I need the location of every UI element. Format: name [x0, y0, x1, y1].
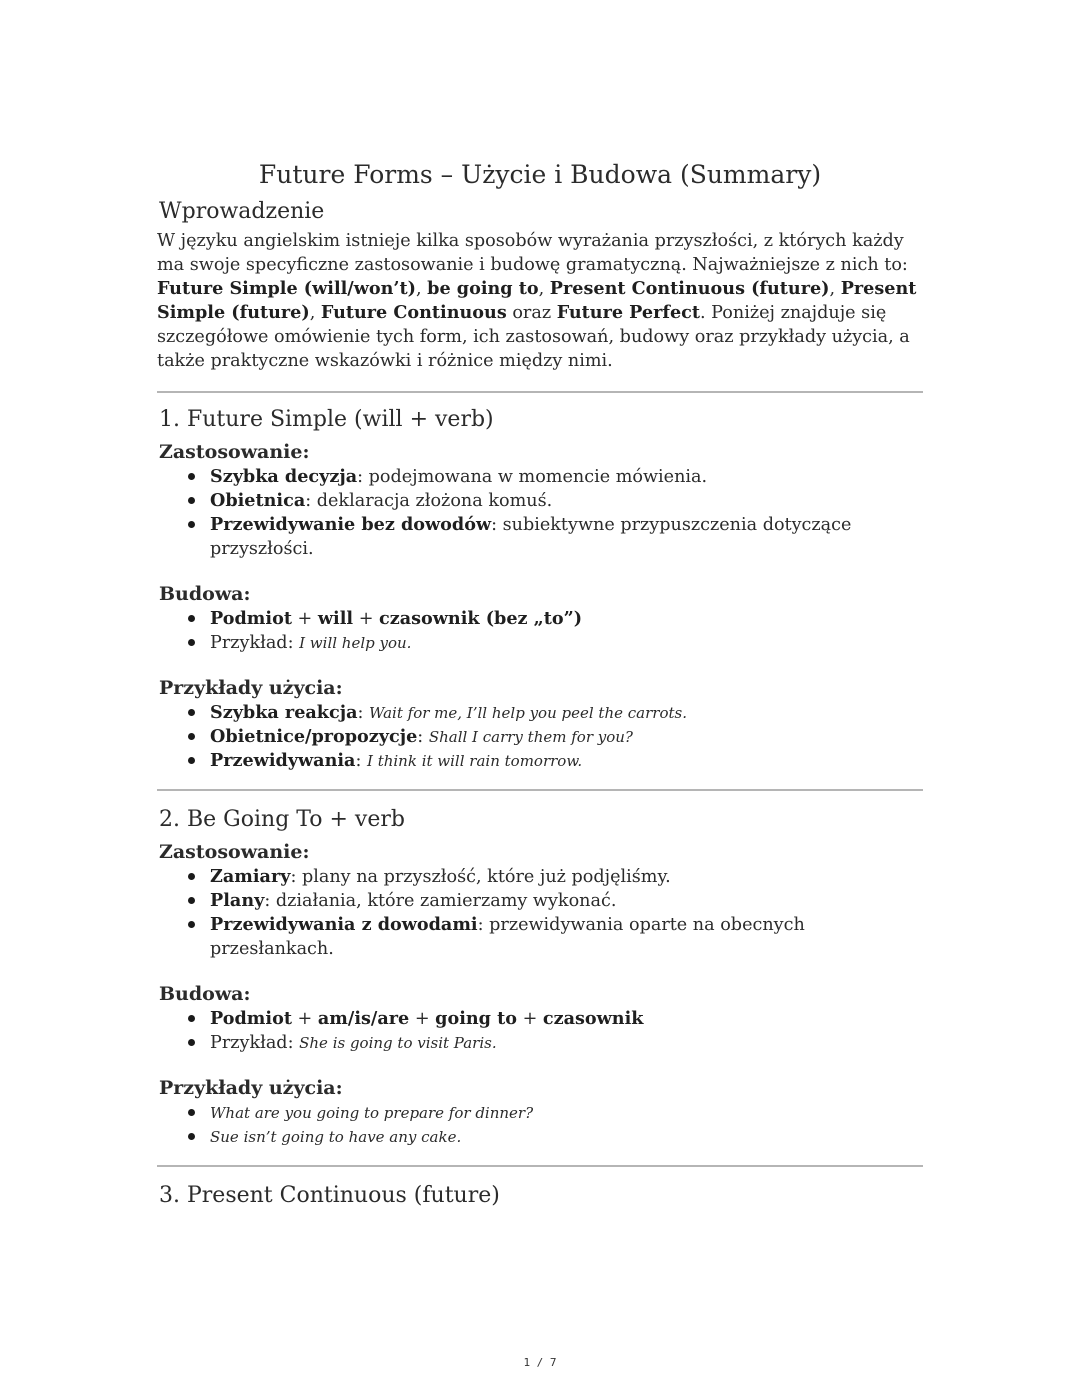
- example-sentence: Wait for me, I’ll help you peel the carrots.: [369, 704, 687, 722]
- formula-plus: +: [291, 609, 318, 629]
- example-label: Przykład:: [210, 633, 300, 653]
- list-item: [157, 1007, 923, 1031]
- list-item: [157, 701, 923, 725]
- examples-list: [157, 701, 923, 773]
- item-term: Przewidywania: [210, 750, 356, 771]
- document-title: Future Forms – Użycie i Budowa (Summary): [258, 160, 822, 189]
- section-heading-present-continuous: 3. Present Continuous (future): [159, 1183, 500, 1208]
- item-desc: : subiektywne przypuszczenia dotyczące przyszłości.: [210, 515, 852, 559]
- bullet-icon: [188, 1015, 195, 1022]
- formula-part: going to: [435, 1008, 517, 1029]
- intro-sep: ,: [538, 279, 550, 299]
- intro-paragraph: [157, 229, 923, 373]
- bullet-icon: [188, 615, 195, 622]
- section-divider: [157, 789, 923, 791]
- formula-part: czasownik: [542, 1008, 644, 1029]
- item-term: Plany: [210, 890, 265, 911]
- item-term: Przewidywanie bez dowodów: [210, 514, 492, 535]
- examples-list: [157, 1101, 923, 1149]
- item-desc: : podejmowana w momencie mówienia.: [357, 467, 708, 487]
- item-sep: :: [355, 751, 367, 771]
- formula-part: czasownik (bez „to”): [379, 608, 583, 629]
- item-sep: :: [357, 703, 369, 723]
- bullet-icon: [188, 1133, 195, 1140]
- section-heading-be-going-to: 2. Be Going To + verb: [159, 807, 405, 832]
- bullet-icon: [188, 1039, 195, 1046]
- example-sentence: She is going to visit Paris.: [299, 1034, 497, 1052]
- usage-heading: Zastosowanie:: [159, 441, 310, 463]
- list-item: [157, 1101, 923, 1125]
- section-heading-future-simple: 1. Future Simple (will + verb): [159, 407, 494, 432]
- section-divider: [157, 391, 923, 393]
- item-term: Szybka reakcja: [210, 702, 358, 723]
- item-desc: : działania, które zamierzamy wykonać.: [264, 891, 617, 911]
- example-sentence: Sue isn’t going to have any cake.: [210, 1128, 462, 1146]
- examples-heading: Przykłady użycia:: [159, 1077, 343, 1099]
- formula-part: Podmiot: [210, 608, 292, 629]
- usage-list: [157, 465, 923, 561]
- formula-part: will: [317, 608, 354, 629]
- item-term: Obietnica: [210, 490, 306, 511]
- intro-heading: Wprowadzenie: [159, 199, 325, 224]
- list-item: [157, 465, 923, 489]
- bullet-icon: [188, 733, 195, 740]
- bullet-icon: [188, 709, 195, 716]
- intro-sep: ,: [309, 303, 321, 323]
- intro-sep: oraz: [506, 303, 557, 323]
- structure-heading: Budowa:: [159, 583, 251, 605]
- formula-plus: +: [353, 609, 380, 629]
- list-item: [157, 631, 923, 655]
- bullet-icon: [188, 873, 195, 880]
- item-desc: : plany na przyszłość, które już podjęliśmy.: [290, 867, 671, 887]
- formula-plus: +: [291, 1009, 318, 1029]
- list-item: [157, 489, 923, 513]
- bullet-icon: [188, 639, 195, 646]
- list-item: [157, 1125, 923, 1149]
- formula-part: am/is/are: [317, 1008, 410, 1029]
- structure-heading: Budowa:: [159, 983, 251, 1005]
- page-number: 1 / 7: [523, 1356, 557, 1369]
- item-term: Przewidywania z dowodami: [210, 914, 478, 935]
- list-item: [157, 889, 923, 913]
- bullet-icon: [188, 1109, 195, 1116]
- list-item: [157, 725, 923, 749]
- structure-list: [157, 1007, 923, 1055]
- section-divider: [157, 1165, 923, 1167]
- intro-form: be going to: [427, 278, 539, 299]
- intro-form: Future Simple (will/won’t): [157, 278, 416, 299]
- formula-part: Podmiot: [210, 1008, 292, 1029]
- intro-sep: ,: [415, 279, 428, 299]
- intro-form: Present Continuous (future): [549, 278, 830, 299]
- list-item: [157, 749, 923, 773]
- item-sep: :: [417, 727, 429, 747]
- bullet-icon: [188, 897, 195, 904]
- formula-plus: +: [409, 1009, 436, 1029]
- intro-form: Present Simple (future): [157, 278, 917, 323]
- list-item: [157, 513, 923, 561]
- list-item: [157, 913, 923, 961]
- list-item: [157, 1031, 923, 1055]
- intro-text: . Poniżej znajduje się szczegółowe omówienie tych form, ich zastosowań, budowy oraz przykłady użycia, a także praktyczne wskazówki i różnice między nimi.: [157, 303, 910, 371]
- example-sentence: Shall I carry them for you?: [428, 728, 633, 746]
- item-term: Obietnice/propozycje: [210, 726, 418, 747]
- structure-list: [157, 607, 923, 655]
- list-item: [157, 607, 923, 631]
- list-item: [157, 865, 923, 889]
- example-label: Przykład:: [210, 1033, 300, 1053]
- example-sentence: I will help you.: [299, 634, 412, 652]
- intro-form: Future Continuous: [320, 302, 507, 323]
- examples-heading: Przykłady użycia:: [159, 677, 343, 699]
- bullet-icon: [188, 521, 195, 528]
- bullet-icon: [188, 757, 195, 764]
- usage-list: [157, 865, 923, 961]
- item-desc: : przewidywania oparte na obecnych przesłankach.: [210, 915, 805, 959]
- bullet-icon: [188, 473, 195, 480]
- intro-sep: ,: [829, 279, 841, 299]
- intro-text: W języku angielskim istnieje kilka sposobów wyrażania przyszłości, z których każdy ma swoje specyficzne zastosowanie i budowę gramatyczną. Najważniejsze z nich to:: [157, 231, 908, 275]
- item-desc: : deklaracja złożona komuś.: [305, 491, 553, 511]
- bullet-icon: [188, 921, 195, 928]
- usage-heading: Zastosowanie:: [159, 841, 310, 863]
- example-sentence: What are you going to prepare for dinner?: [210, 1104, 534, 1122]
- item-term: Szybka decyzja: [210, 466, 358, 487]
- document-page: [157, 158, 923, 1211]
- bullet-icon: [188, 497, 195, 504]
- item-term: Zamiary: [210, 866, 291, 887]
- example-sentence: I think it will rain tomorrow.: [367, 752, 583, 770]
- formula-plus: +: [516, 1009, 543, 1029]
- intro-form: Future Perfect: [556, 302, 700, 323]
